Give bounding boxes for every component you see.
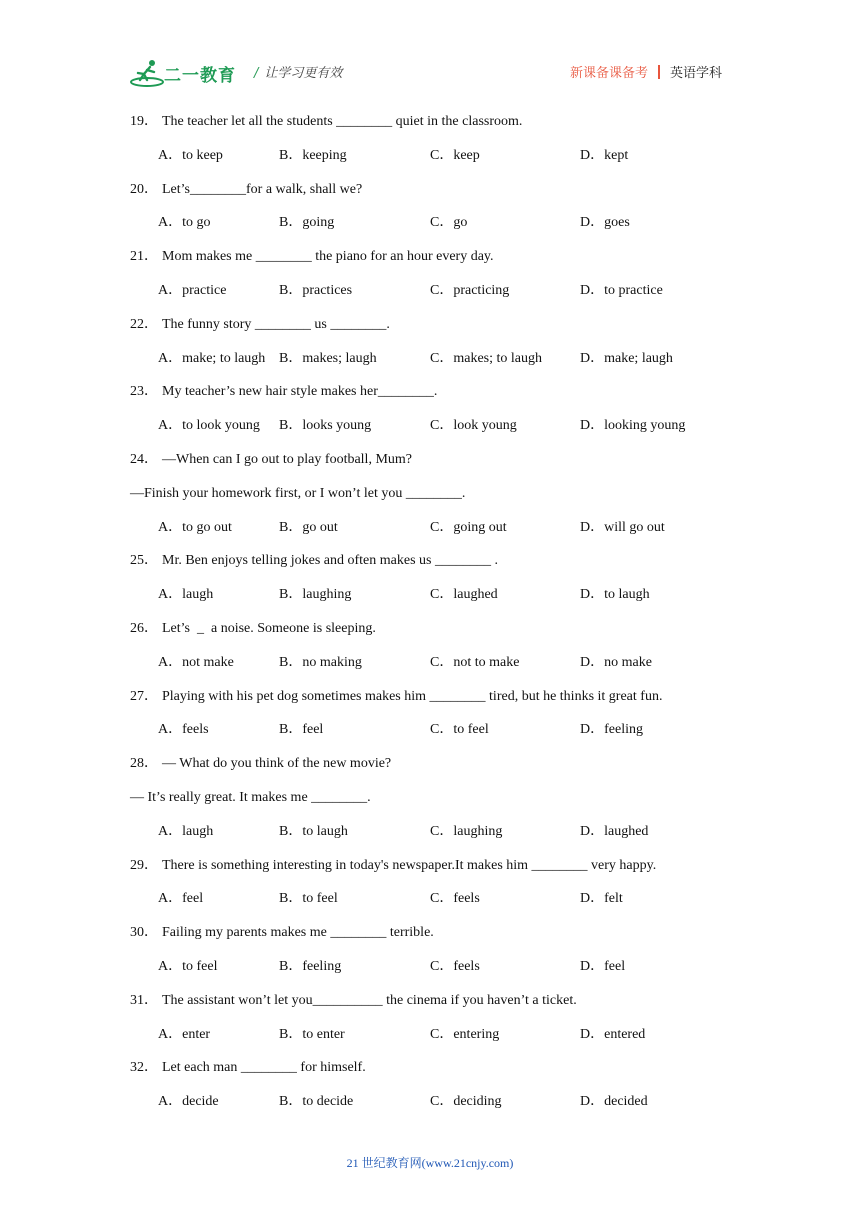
option-c: C．feels <box>430 891 480 907</box>
question-text: Let’s _ a noise. Someone is sleeping. <box>162 620 376 636</box>
slogan <box>254 62 342 81</box>
option-c: C．not to make <box>430 654 520 670</box>
option-d: D．feeling <box>580 722 643 738</box>
option-d: D．kept <box>580 147 629 163</box>
option-b: B．going <box>279 215 335 231</box>
option-d: D．will go out <box>580 519 665 535</box>
question-list <box>130 112 730 1126</box>
answer-options <box>130 889 730 923</box>
option-c: C．feels <box>430 958 480 974</box>
answer-options <box>130 416 730 450</box>
question-stem <box>130 991 730 1025</box>
question-text: There is something interesting in today's newspaper.It makes him ________ very happy. <box>162 857 657 873</box>
option-b: B．practices <box>279 282 353 298</box>
option-d: D．laughed <box>580 823 649 839</box>
question-text: The funny story ________ us ________. <box>162 316 390 332</box>
question-number: 30． <box>130 925 158 941</box>
option-b: B．to feel <box>279 891 338 907</box>
option-b: B．feeling <box>279 958 342 974</box>
option-b: B．to enter <box>279 1026 345 1042</box>
option-d: D．looking young <box>580 418 686 434</box>
question-text: The assistant won’t let you__________ the cinema if you haven’t a ticket. <box>162 992 577 1008</box>
option-a: A．to look young <box>158 418 260 434</box>
option-a: A．to go <box>158 215 211 231</box>
option-d: D．no make <box>580 654 652 670</box>
option-d: D．goes <box>580 215 630 231</box>
option-c: C．going out <box>430 519 507 535</box>
question-stem <box>130 180 730 214</box>
question-stem <box>130 315 730 349</box>
option-a: A．laugh <box>158 587 214 603</box>
option-c: C．to feel <box>430 722 489 738</box>
option-b: B．makes; laugh <box>279 350 377 366</box>
question-stem <box>130 382 730 416</box>
option-d: D．to practice <box>580 282 663 298</box>
page-header <box>130 54 730 90</box>
answer-options <box>130 822 730 856</box>
option-a: A．to feel <box>158 958 218 974</box>
option-b: B．to decide <box>279 1094 354 1110</box>
question-number: 28． <box>130 756 158 772</box>
question-text: —When can I go out to play football, Mum? <box>162 451 412 467</box>
option-c: C．look young <box>430 418 517 434</box>
header-tag: 新课备课备考 <box>569 66 648 81</box>
answer-options <box>130 585 730 619</box>
question-stem <box>130 754 730 788</box>
option-a: A．to keep <box>158 147 223 163</box>
question-stem <box>130 619 730 653</box>
option-a: A．decide <box>158 1094 219 1110</box>
option-b: B．laughing <box>279 587 352 603</box>
logo-text: 二一教育 <box>164 66 236 86</box>
question-number: 29． <box>130 857 158 873</box>
question-text: Let each man ________ for himself. <box>162 1060 366 1076</box>
option-a: A．feel <box>158 891 204 907</box>
option-a: A．feels <box>158 722 209 738</box>
answer-options <box>130 957 730 991</box>
question-text: — What do you think of the new movie? <box>162 756 392 772</box>
runner-icon <box>130 58 164 88</box>
question-number: 23． <box>130 384 158 400</box>
question-stem <box>130 923 730 957</box>
question-stem <box>130 687 730 721</box>
option-a: A．laugh <box>158 823 214 839</box>
question-number: 24． <box>130 451 158 467</box>
question-text: Let’s________for a walk, shall we? <box>162 181 363 197</box>
option-b: B．no making <box>279 654 362 670</box>
answer-options <box>130 281 730 315</box>
option-d: D．make; laugh <box>580 350 673 366</box>
option-c: C．practicing <box>430 282 510 298</box>
option-c: C．makes; to laugh <box>430 350 542 366</box>
option-a: A．enter <box>158 1026 211 1042</box>
option-d: D．decided <box>580 1094 648 1110</box>
question-number: 21． <box>130 249 158 265</box>
option-b: B．keeping <box>279 147 347 163</box>
page-footer: 21 世纪教育网(www.21cnjy.com) <box>346 1156 514 1170</box>
answer-options <box>130 213 730 247</box>
question-stem <box>130 112 730 146</box>
option-a: A．practice <box>158 282 227 298</box>
option-d: D．feel <box>580 958 626 974</box>
question-stem <box>130 247 730 281</box>
question-text: Failing my parents makes me ________ terrible. <box>162 925 434 941</box>
option-c: C．keep <box>430 147 480 163</box>
option-c: C．go <box>430 215 468 231</box>
question-number: 25． <box>130 553 158 569</box>
answer-options <box>130 653 730 687</box>
option-c: C．laughing <box>430 823 503 839</box>
option-d: D．entered <box>580 1026 646 1042</box>
answer-options <box>130 1025 730 1059</box>
option-c: C．entering <box>430 1026 500 1042</box>
option-d: D．to laugh <box>580 587 650 603</box>
question-text: The teacher let all the students ________ quiet in the classroom. <box>162 114 523 129</box>
question-stem <box>130 1058 730 1092</box>
question-text: Mom makes me ________ the piano for an hour every day. <box>162 249 494 265</box>
question-text: Playing with his pet dog sometimes makes him ________ tired, but he thinks it great fun. <box>162 688 663 704</box>
question-number: 26． <box>130 620 158 636</box>
option-b: B．looks young <box>279 418 372 434</box>
option-c: C．deciding <box>430 1094 502 1110</box>
option-b: B．go out <box>279 519 338 535</box>
option-b: B．feel <box>279 722 324 738</box>
header-right <box>570 62 722 81</box>
header-separator <box>658 65 660 79</box>
question-number: 20． <box>130 181 158 197</box>
option-c: C．laughed <box>430 587 498 603</box>
question-number: 19． <box>130 114 158 129</box>
question-text: My teacher’s new hair style makes her________. <box>162 384 438 400</box>
answer-options <box>130 518 730 552</box>
option-d: D．felt <box>580 891 623 907</box>
slogan-text: 让学习更有效 <box>264 66 343 81</box>
question-text: Mr. Ben enjoys telling jokes and often makes us ________ . <box>162 553 498 569</box>
question-stem <box>130 450 730 484</box>
question-number: 31． <box>130 992 158 1008</box>
answer-options <box>130 349 730 383</box>
option-a: A．make; to laugh <box>158 350 266 366</box>
answer-options <box>130 720 730 754</box>
brand-logo <box>130 58 240 90</box>
option-a: A．to go out <box>158 519 232 535</box>
question-number: 22． <box>130 316 158 332</box>
question-dialogue-line: —Finish your homework first, or I won’t let you ________. <box>130 485 466 501</box>
question-dialogue-line: — It’s really great. It makes me ________. <box>130 789 371 805</box>
question-stem <box>130 856 730 890</box>
header-subject: 英语学科 <box>669 66 722 81</box>
slash-divider: / <box>254 66 259 81</box>
question-number: 32． <box>130 1060 158 1076</box>
answer-options <box>130 146 730 180</box>
question-stem <box>130 551 730 585</box>
option-b: B．to laugh <box>279 823 348 839</box>
question-number: 27． <box>130 688 158 704</box>
answer-options <box>130 1092 730 1126</box>
option-a: A．not make <box>158 654 234 670</box>
